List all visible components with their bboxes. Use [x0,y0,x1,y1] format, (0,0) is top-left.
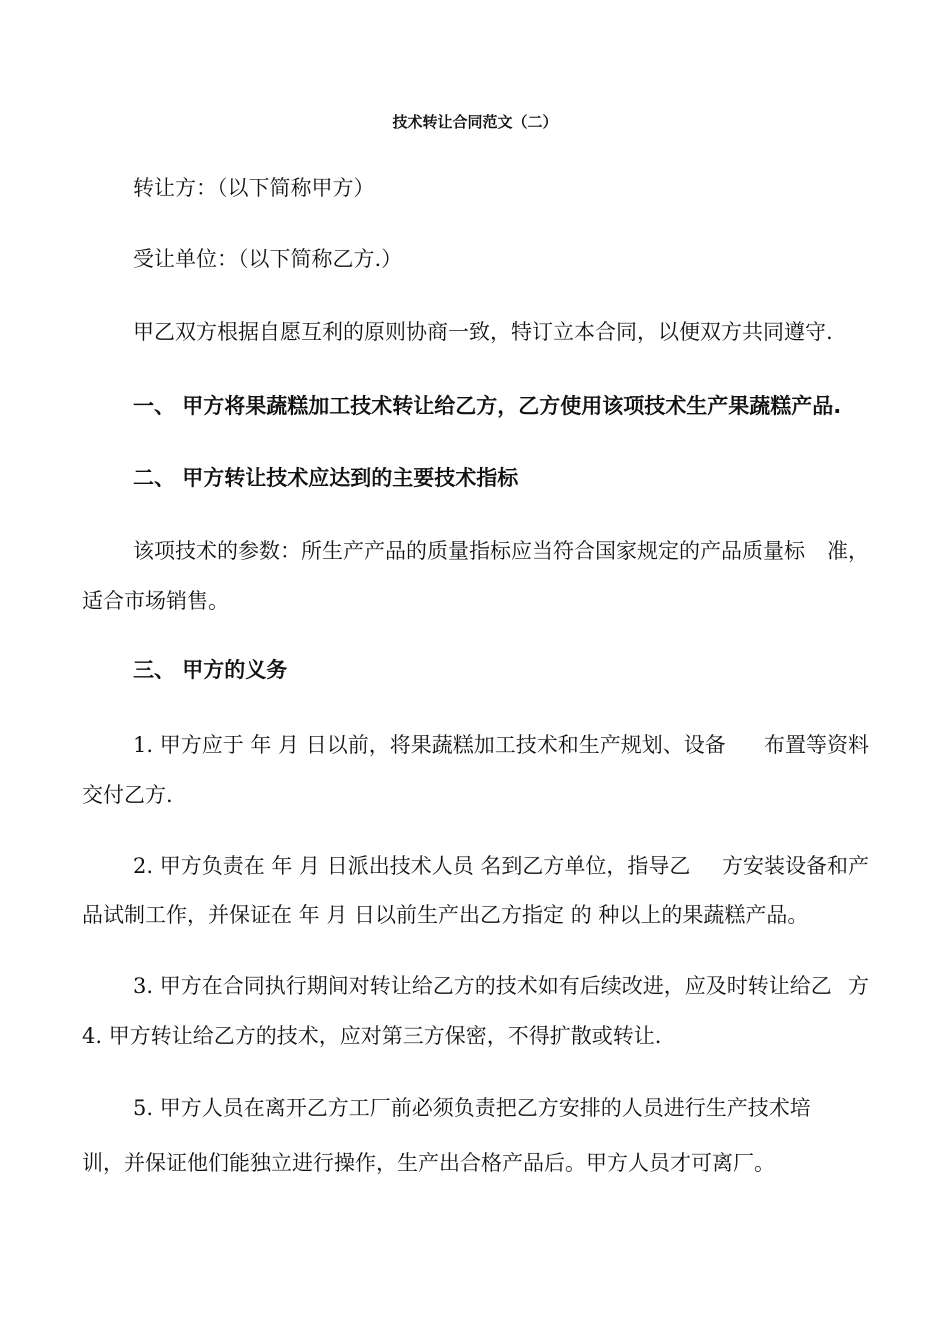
item-1-line-2: 交付乙方. [82,783,173,807]
section-1-heading: 一、 甲方将果蔬糕加工技术转让给乙方，乙方使用该项技术生产果蔬糕产品. [133,394,842,418]
section-2-heading: 二、 甲方转让技术应达到的主要技术指标 [133,466,519,490]
item-3-text-b: 方 [848,974,869,998]
item-1-text-a: 1. 甲方应于 年 月 日以前，将果蔬糕加工技术和生产规划、设备 [133,733,726,757]
item-2-line-1 [133,852,869,880]
document-title: 技术转让合同范文（二） [392,113,558,131]
item-1-text-b: 布置等资料 [764,733,869,757]
item-5-line-2: 训，并保证他们能独立进行操作，生产出合格产品后。甲方人员才可离厂。 [82,1151,775,1175]
params-line-2: 适合市场销售。 [82,589,229,613]
item-2-text-b: 方安装设备和产 [722,854,869,878]
item-2-line-2: 品试制工作，并保证在 年 月 日以前生产出乙方指定 的 种以上的果蔬糕产品。 [82,903,809,927]
item-4-line: 4. 甲方转让给乙方的技术，应对第三方保密，不得扩散或转让. [82,1024,662,1048]
item-3-line [133,972,869,1000]
item-5-line-1: 5. 甲方人员在离开乙方工厂前必须负责把乙方安排的人员进行生产技术培 [133,1096,811,1120]
item-3-text-a: 3. 甲方在合同执行期间对转让给乙方的技术如有后续改进，应及时转让给乙 [133,974,832,998]
section-3-heading: 三、 甲方的义务 [133,658,288,682]
transferor-line: 转让方：（以下简称甲方） [133,176,375,200]
params-line-1 [133,537,869,565]
params-text-b: 准， [827,539,869,563]
item-2-text-a: 2. 甲方负责在 年 月 日派出技术人员 名到乙方单位，指导乙 [133,854,691,878]
preamble-paragraph: 甲乙双方根据自愿互利的原则协商一致，特订立本合同，以便双方共同遵守. [133,320,833,344]
item-1-line-1 [133,731,869,759]
params-text-a: 该项技术的参数：所生产产品的质量指标应当符合国家规定的产品质量标 [133,539,805,563]
transferee-line: 受让单位：（以下简称乙方.） [133,247,403,271]
